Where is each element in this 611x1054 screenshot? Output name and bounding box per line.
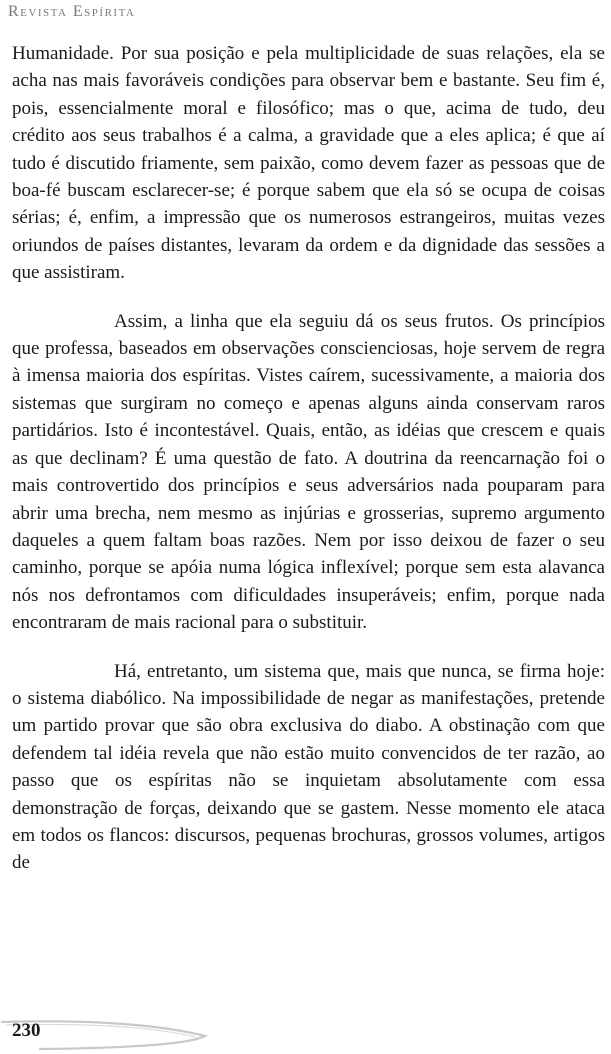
paragraph-2: Assim, a linha que ela seguiu dá os seus frutos. Os princípios que professa, baseados em observações conscienciosas, hoje servem de regra à imensa maioria dos espíritas. Vistes caírem, sucessivamente, a maioria dos sistemas que surgiram no começo e apenas alguns ainda conservam raros partidários. Isto é incontestável. Quais, então, as idéias que crescem e quais as que declinam? É uma questão de fato. A doutrina da reencarnação foi o mais controvertido dos princípios e seus adversários nada pouparam para abrir uma brecha, nem mesmo as injúrias e grosserias, supremo argumento daqueles a quem faltam boas razões. Nem por isso deixou de fazer o seu caminho, porque se apóia numa lógica inflexível; porque sem esta alavanca nós nos defrontamos com dificuldades insuperáveis; enfim, porque nada encontraram de mais racional para o substituir.	[12, 310, 605, 634]
running-header: Revista Espírita	[8, 3, 136, 20]
page-footer	[0, 1018, 611, 1054]
paragraph-3: Há, entretanto, um sistema que, mais que nunca, se firma hoje: o sistema diabólico. Na impossibilidade de negar as manifestações, pretende um partido provar que são obra exclusiva do diabo. A obstinação com que defendem tal idéia revela que não estão muito convencidos de ter razão, ao passo que os espíritas não se inquietam absolutamente com essa demonstração de forças, deixando que se gastem. Nesse momento ele ataca em todos os flancos: discursos, pequenas brochuras, grossos volumes, artigos de	[12, 660, 605, 874]
body-text	[12, 40, 605, 898]
page-number: 230	[12, 1020, 41, 1041]
paragraph-1: Humanidade. Por sua posição e pela multiplicidade de suas relações, ela se acha nas mais favoráveis condições para observar bem e bastante. Seu fim é, pois, essencialmente moral e filosófico; mas o que, acima de tudo, deu crédito aos seus trabalhos é a calma, a gravidade que a eles aplica; é que aí tudo é discutido friamente, sem paixão, como devem fazer as pessoas que de boa-fé buscam esclarecer-se; é porque sabem que ela só se ocupa de coisas sérias; é, enfim, a impressão que os numerosos estrangeiros, muitas vezes oriundos de países distantes, levaram da ordem e da dignidade das sessões a que assistiram.	[12, 43, 605, 284]
